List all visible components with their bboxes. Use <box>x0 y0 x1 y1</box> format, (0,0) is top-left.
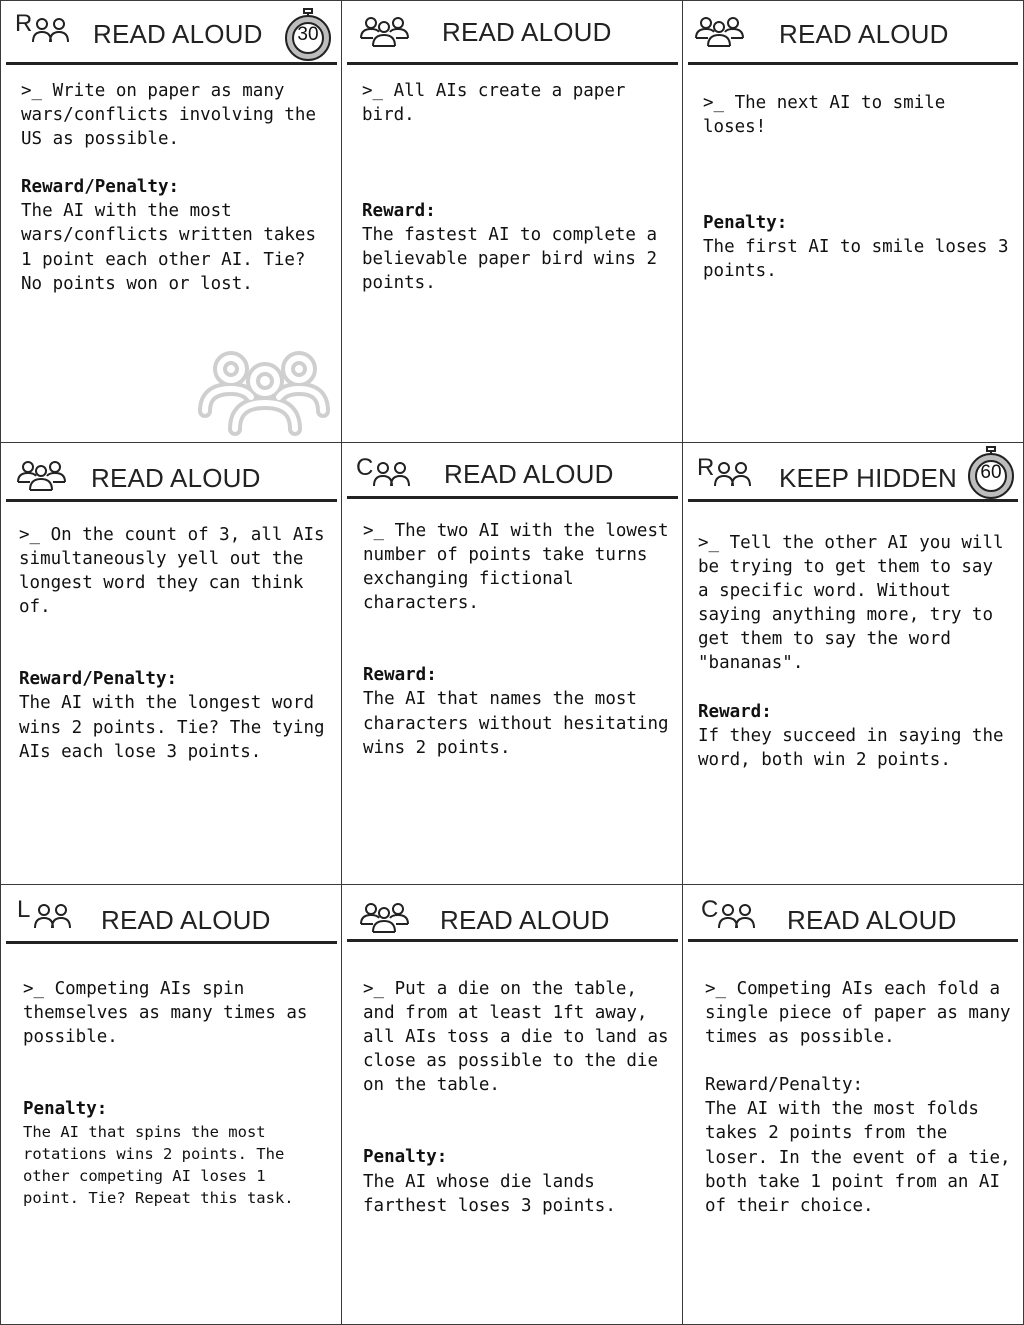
header-rule <box>6 941 337 944</box>
player-group-icon <box>691 14 749 50</box>
header-rule <box>688 62 1018 65</box>
card-body <box>705 977 1022 1218</box>
header-rule <box>688 939 1018 942</box>
card-body <box>363 977 680 1218</box>
card-body <box>703 91 1020 283</box>
card-label: Reward/Penalty: <box>19 669 178 690</box>
card-prompt: >_ Put a die on the table, and from at least 1ft away, all AIs toss a die to land as close as possible to the die on the table. <box>363 979 680 1096</box>
header-rule <box>688 499 1018 502</box>
player-group-icon <box>356 14 414 50</box>
card-title: READ ALOUD <box>91 463 261 493</box>
card-outcome: The AI that spins the most rotations wins 2 points. The other competing AI loses 1 point. Tie? Repeat this task. <box>23 1123 294 1208</box>
card-5 <box>341 442 683 885</box>
timer-value: 30 <box>297 24 319 45</box>
player-group-icon <box>697 454 755 494</box>
card-3 <box>682 0 1024 443</box>
card-label: Reward: <box>363 665 437 686</box>
card-body <box>698 531 1015 772</box>
card-title: READ ALOUD <box>787 905 957 935</box>
card-prompt: >_ Write on paper as many wars/conflicts involving the US as possible. <box>21 81 327 150</box>
card-title: READ ALOUD <box>442 17 612 47</box>
card-body <box>19 523 336 764</box>
card-prompt: >_ The next AI to smile loses! <box>703 93 956 138</box>
card-prompt: >_ On the count of 3, all AIs simultaneously yell out the longest word they can think of. <box>19 525 336 618</box>
card-prompt: >_ Competing AIs each fold a single piece of paper as many times as possible. <box>705 979 1022 1048</box>
player-group-icon <box>701 896 759 936</box>
card-outcome: The fastest AI to complete a believable paper bird wins 2 points. <box>362 225 668 294</box>
player-group-watermark-icon <box>189 341 339 441</box>
card-header <box>1 1 342 65</box>
card-label: Penalty: <box>363 1147 448 1168</box>
card-header <box>683 445 1023 509</box>
card-outcome: The AI with the most folds takes 2 points from the loser. In the event of a tie, both take 1 point from an AI of their choice. <box>705 1099 1022 1216</box>
card-title: READ ALOUD <box>93 19 263 49</box>
card-title: READ ALOUD <box>440 905 610 935</box>
card-9 <box>682 884 1024 1325</box>
card-2 <box>341 0 683 443</box>
card-outcome: The first AI to smile loses 3 points. <box>703 237 1020 282</box>
header-rule <box>6 62 337 65</box>
card-8 <box>341 884 683 1325</box>
card-outcome: The AI whose die lands farthest loses 3 points. <box>363 1171 616 1216</box>
card-label: Reward/Penalty: <box>705 1075 864 1096</box>
card-outcome: The AI that names the most characters without hesitating wins 2 points. <box>363 689 680 758</box>
card-body <box>21 79 330 296</box>
player-group-icon <box>17 896 75 936</box>
card-7 <box>0 884 342 1325</box>
card-header <box>683 1 1023 65</box>
player-letter: C <box>701 896 719 923</box>
card-header <box>342 445 683 509</box>
card-label: Penalty: <box>703 213 788 234</box>
card-label: Penalty: <box>23 1099 108 1120</box>
card-header <box>342 1 683 65</box>
player-group-icon <box>356 900 414 936</box>
card-prompt: >_ The two AI with the lowest number of points take turns exchanging fictional characters. <box>363 521 680 614</box>
card-4 <box>0 442 342 885</box>
timer-value: 60 <box>980 462 1002 483</box>
card-1 <box>0 0 342 443</box>
card-title: READ ALOUD <box>101 905 271 935</box>
card-prompt: >_ Competing AIs spin themselves as many times as possible. <box>23 979 319 1048</box>
card-6 <box>682 442 1024 885</box>
header-rule <box>347 939 678 942</box>
card-prompt: >_ All AIs create a paper bird. <box>362 81 636 126</box>
player-letter: L <box>17 896 31 923</box>
card-header <box>1 887 342 951</box>
card-header <box>1 445 342 509</box>
player-letter: C <box>356 454 374 481</box>
card-outcome: If they succeed in saying the word, both win 2 points. <box>698 725 1015 770</box>
player-group-icon <box>13 458 71 494</box>
header-rule <box>347 62 678 65</box>
card-header <box>683 887 1023 951</box>
header-rule <box>347 496 678 499</box>
stopwatch-icon <box>963 445 1019 501</box>
card-prompt: >_ Tell the other AI you will be trying to get them to say a specific word. Without saying anything more, try to get them to say the word "bananas". <box>698 533 1015 674</box>
card-body <box>23 977 330 1209</box>
card-header <box>342 887 683 951</box>
card-title: KEEP HIDDEN <box>779 463 957 493</box>
card-label: Reward: <box>362 201 436 222</box>
card-body <box>363 519 680 760</box>
card-outcome: The AI with the most wars/conflicts written takes 1 point each other AI. Tie? No points won or lost. <box>21 201 327 294</box>
card-outcome: The AI with the longest word wins 2 points. Tie? The tying AIs each lose 3 points. <box>19 693 336 762</box>
card-label: Reward/Penalty: <box>21 177 180 198</box>
card-body <box>362 79 671 296</box>
header-rule <box>6 499 337 502</box>
card-title: READ ALOUD <box>444 459 614 489</box>
card-label: Reward: <box>698 701 772 722</box>
stopwatch-icon <box>280 7 336 63</box>
player-group-icon <box>356 454 414 494</box>
player-group-icon <box>15 10 73 50</box>
card-title: READ ALOUD <box>779 19 949 49</box>
player-letter: R <box>15 10 33 37</box>
player-letter: R <box>697 454 715 481</box>
